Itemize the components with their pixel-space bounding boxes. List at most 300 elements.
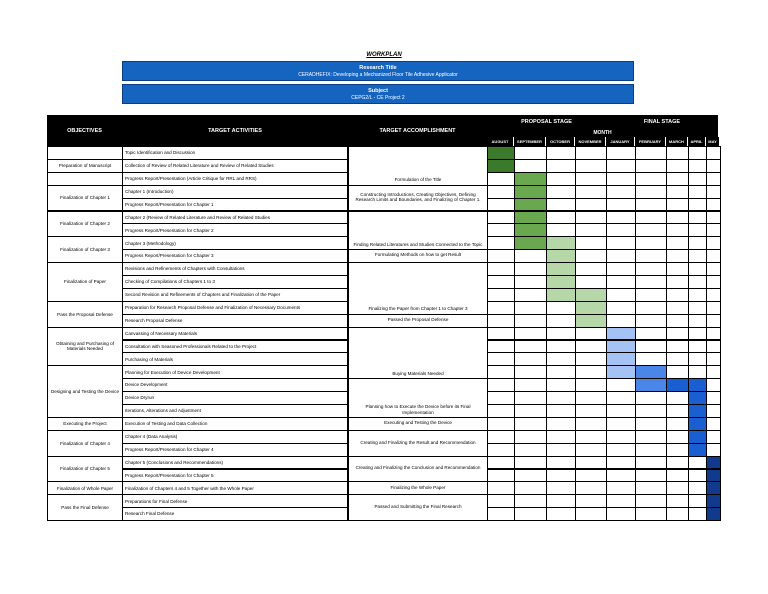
accomplishment-cell: Executing and Testing the Device — [348, 417, 488, 431]
subject-heading: Subject — [368, 88, 388, 94]
gantt-cell — [514, 352, 547, 366]
accomplishment-cell: Buying Materials Needed — [348, 327, 488, 380]
gantt-cell — [514, 301, 547, 315]
gantt-cell — [575, 185, 607, 199]
gantt-bar — [606, 365, 636, 379]
accomplishment-cell: Constructing Introductions, Creating Objectives, Defining Research Limits and Boundaries, and Finalizing of Chapter 1. — [348, 185, 488, 212]
activity-cell: Device Development — [122, 378, 348, 392]
gantt-cell — [546, 456, 576, 470]
gantt-cell — [635, 301, 667, 315]
activity-cell: Chapter 4 (Data Analysis) — [122, 430, 348, 444]
gantt-cell — [487, 340, 515, 354]
gantt-cell — [688, 481, 707, 495]
gantt-cell — [706, 391, 721, 405]
activity-cell: Iterations, Alterations and Adjustment — [122, 404, 348, 418]
activity-cell: Consultation with Seasoned Professionals Related to the Project — [122, 340, 348, 354]
gantt-cell — [706, 288, 721, 302]
accomplishment-cell: Planning how to Execute the Device before its Final Implementation — [348, 378, 488, 418]
gantt-cell — [666, 236, 689, 250]
activity-cell: Planning for Execution of Device Development — [122, 365, 348, 379]
gantt-cell — [606, 469, 636, 483]
gantt-cell — [666, 314, 689, 328]
gantt-cell — [666, 172, 689, 186]
gantt-bar — [635, 378, 667, 392]
proposal-stage-header: PROPOSAL STAGE — [487, 115, 606, 128]
gantt-cell — [487, 249, 515, 263]
gantt-cell — [666, 146, 689, 160]
gantt-cell — [514, 288, 547, 302]
gantt-bar — [706, 507, 721, 521]
activity-cell: Second Revision and Refinements of Chapters and Finalization of the Paper — [122, 288, 348, 302]
gantt-cell — [635, 443, 667, 457]
gantt-cell — [706, 185, 721, 199]
gantt-cell — [575, 159, 607, 173]
gantt-cell — [546, 211, 576, 225]
gantt-cell — [706, 223, 721, 237]
objective-cell: Executing the Project — [47, 417, 123, 431]
gantt-cell — [666, 494, 689, 508]
activity-cell: Preparations for Final Defense — [122, 494, 348, 508]
gantt-cell — [688, 327, 707, 341]
gantt-cell — [688, 223, 707, 237]
gantt-cell — [606, 172, 636, 186]
gantt-cell — [666, 340, 689, 354]
gantt-cell — [487, 391, 515, 405]
accomplishment-cell: Formulation of the Title — [348, 146, 488, 186]
gantt-cell — [688, 352, 707, 366]
month-march: MARCH — [666, 137, 688, 146]
gantt-bar — [575, 288, 607, 302]
gantt-cell — [706, 404, 721, 418]
month-may: MAY — [706, 137, 720, 146]
accomplishment-cell: Creating and Finalizing the Result and Recommendation — [348, 430, 488, 457]
gantt-cell — [688, 146, 707, 160]
gantt-cell — [546, 494, 576, 508]
gantt-cell — [635, 494, 667, 508]
gantt-cell — [606, 417, 636, 431]
gantt-cell — [666, 223, 689, 237]
gantt-cell — [575, 469, 607, 483]
gantt-cell — [487, 378, 515, 392]
gantt-cell — [514, 159, 547, 173]
gantt-bar — [514, 198, 547, 212]
objective-empty-cell — [47, 146, 123, 160]
gantt-cell — [546, 352, 576, 366]
gantt-cell — [487, 185, 515, 199]
gantt-cell — [606, 314, 636, 328]
gantt-cell — [606, 378, 636, 392]
gantt-bar — [487, 146, 515, 160]
gantt-cell — [706, 352, 721, 366]
gantt-cell — [666, 249, 689, 263]
gantt-cell — [514, 340, 547, 354]
activities-header: TARGET ACTIVITIES — [122, 115, 348, 146]
gantt-cell — [706, 275, 721, 289]
accomplishment-cell: Formulating Methods on how to get Result — [348, 249, 488, 263]
gantt-cell — [688, 301, 707, 315]
gantt-cell — [606, 223, 636, 237]
gantt-cell — [546, 314, 576, 328]
gantt-cell — [546, 391, 576, 405]
gantt-cell — [635, 223, 667, 237]
gantt-cell — [487, 443, 515, 457]
gantt-cell — [575, 249, 607, 263]
gantt-cell — [688, 288, 707, 302]
objective-cell: Preparation of Manuscript — [47, 159, 123, 173]
gantt-cell — [606, 507, 636, 521]
activity-cell: Progress Report/Presentation for Chapter 4 — [122, 443, 348, 457]
gantt-cell — [635, 314, 667, 328]
gantt-cell — [514, 456, 547, 470]
gantt-cell — [514, 314, 547, 328]
month-january: JANUARY — [606, 137, 635, 146]
gantt-bar — [688, 417, 707, 431]
gantt-cell — [635, 172, 667, 186]
activity-cell: Topic Identification and Discussion — [122, 146, 348, 160]
gantt-cell — [514, 378, 547, 392]
gantt-cell — [514, 430, 547, 444]
gantt-cell — [706, 172, 721, 186]
gantt-cell — [514, 481, 547, 495]
objective-cell: Obtaining and Purchasing of Materials Needed — [47, 327, 123, 367]
activity-cell: Progress Report/Presentation for Chapter 5 — [122, 469, 348, 483]
activity-cell: Finalization of Chapters 4 and 5 Together with the Whole Paper — [122, 481, 348, 495]
gantt-cell — [514, 391, 547, 405]
gantt-cell — [514, 469, 547, 483]
gantt-bar — [546, 288, 576, 302]
gantt-cell — [487, 404, 515, 418]
gantt-cell — [546, 378, 576, 392]
gantt-cell — [606, 288, 636, 302]
gantt-cell — [706, 443, 721, 457]
research-title-box — [122, 61, 634, 81]
gantt-cell — [666, 391, 689, 405]
objective-cell: Finalization of Chapter 3 — [47, 236, 123, 263]
gantt-cell — [635, 236, 667, 250]
gantt-cell — [575, 275, 607, 289]
gantt-cell — [688, 275, 707, 289]
gantt-cell — [706, 340, 721, 354]
gantt-cell — [606, 185, 636, 199]
objective-cell: Finalization of Chapter 4 — [47, 430, 123, 457]
gantt-cell — [514, 494, 547, 508]
month-september: SEPTEMBER — [514, 137, 546, 146]
accomplishment-cell: Creating and Finalizing the Conclusion and Recommendation — [348, 456, 488, 483]
gantt-cell — [606, 275, 636, 289]
accomplishment-cell: Passed and Submitting the Final Research — [348, 494, 488, 521]
gantt-cell — [666, 417, 689, 431]
gantt-cell — [666, 404, 689, 418]
gantt-cell — [606, 236, 636, 250]
activity-cell: Checking of Compilations of Chapters 1 to 3 — [122, 275, 348, 289]
gantt-cell — [688, 314, 707, 328]
gantt-cell — [546, 340, 576, 354]
gantt-cell — [666, 301, 689, 315]
gantt-bar — [546, 236, 576, 250]
gantt-cell — [487, 301, 515, 315]
objective-cell: Finalization of Chapter 5 — [47, 456, 123, 483]
gantt-cell — [688, 262, 707, 276]
activity-cell: Execution of Testing and Data Collection — [122, 417, 348, 431]
gantt-cell — [606, 481, 636, 495]
gantt-cell — [688, 494, 707, 508]
objective-empty-cell — [47, 172, 123, 186]
month-august: AUGUST — [487, 137, 514, 146]
gantt-cell — [606, 404, 636, 418]
gantt-bar — [487, 159, 515, 173]
gantt-cell — [666, 469, 689, 483]
gantt-cell — [635, 275, 667, 289]
gantt-cell — [575, 365, 607, 379]
activity-cell: Progress Report/Presentation (Article Critique for RRL and RRS) — [122, 172, 348, 186]
gantt-cell — [688, 456, 707, 470]
gantt-cell — [706, 365, 721, 379]
gantt-cell — [514, 327, 547, 341]
gantt-cell — [546, 404, 576, 418]
gantt-bar — [706, 456, 721, 470]
month-april: APRIL — [688, 137, 706, 146]
gantt-cell — [514, 507, 547, 521]
gantt-cell — [575, 481, 607, 495]
gantt-cell — [514, 443, 547, 457]
gantt-cell — [514, 275, 547, 289]
objective-cell: Pass the Final Defense — [47, 494, 123, 521]
gantt-cell — [575, 507, 607, 521]
gantt-cell — [688, 469, 707, 483]
gantt-cell — [706, 249, 721, 263]
accomplishment-cell: Finalizing the Paper from Chapter 1 to Chapter 3 — [348, 262, 488, 315]
gantt-cell — [606, 211, 636, 225]
gantt-cell — [635, 430, 667, 444]
gantt-bar — [606, 327, 636, 341]
gantt-bar — [606, 352, 636, 366]
gantt-cell — [688, 211, 707, 225]
gantt-cell — [606, 456, 636, 470]
activity-cell: Revisions and Refinements of Chapters with Consultations — [122, 262, 348, 276]
gantt-cell — [487, 198, 515, 212]
activity-cell: Research Final Defense — [122, 507, 348, 521]
gantt-cell — [487, 262, 515, 276]
activity-cell: Chapter 5 (Conclusions and Recommendations) — [122, 456, 348, 470]
gantt-cell — [666, 185, 689, 199]
gantt-bar — [575, 301, 607, 315]
gantt-cell — [666, 159, 689, 173]
gantt-cell — [575, 146, 607, 160]
gantt-cell — [546, 198, 576, 212]
gantt-cell — [575, 340, 607, 354]
gantt-cell — [706, 262, 721, 276]
gantt-bar — [546, 275, 576, 289]
month-november: NOVEMBER — [575, 137, 606, 146]
gantt-cell — [487, 494, 515, 508]
gantt-cell — [575, 352, 607, 366]
gantt-cell — [546, 159, 576, 173]
gantt-cell — [546, 443, 576, 457]
activity-cell: Preparation for Research Proposal Defense and Finalization of Necessary Documents — [122, 301, 348, 315]
gantt-cell — [487, 365, 515, 379]
gantt-cell — [575, 262, 607, 276]
gantt-cell — [606, 159, 636, 173]
gantt-cell — [635, 340, 667, 354]
gantt-cell — [575, 391, 607, 405]
gantt-cell — [706, 327, 721, 341]
gantt-cell — [688, 172, 707, 186]
gantt-bar — [706, 469, 721, 483]
activity-cell: Chapter 1 (Introduction) — [122, 185, 348, 199]
objective-cell: Finalization of Whole Paper — [47, 481, 123, 495]
gantt-cell — [575, 198, 607, 212]
gantt-cell — [666, 198, 689, 212]
gantt-cell — [514, 249, 547, 263]
gantt-cell — [487, 211, 515, 225]
gantt-cell — [635, 198, 667, 212]
gantt-cell — [635, 185, 667, 199]
gantt-cell — [706, 146, 721, 160]
activity-cell: Purchasing of Materials — [122, 352, 348, 366]
gantt-bar — [635, 365, 667, 379]
gantt-bar — [688, 430, 707, 444]
gantt-cell — [487, 236, 515, 250]
gantt-bar — [546, 262, 576, 276]
gantt-cell — [635, 211, 667, 225]
gantt-cell — [487, 314, 515, 328]
gantt-cell — [514, 262, 547, 276]
gantt-cell — [666, 327, 689, 341]
gantt-cell — [546, 469, 576, 483]
gantt-cell — [688, 507, 707, 521]
gantt-cell — [666, 443, 689, 457]
month-february: FEBRUARY — [635, 137, 666, 146]
gantt-cell — [575, 236, 607, 250]
gantt-cell — [575, 494, 607, 508]
gantt-cell — [487, 223, 515, 237]
accomplishment-cell: Finalizing the Whole Paper — [348, 481, 488, 495]
gantt-cell — [635, 456, 667, 470]
gantt-cell — [706, 301, 721, 315]
gantt-cell — [706, 430, 721, 444]
activity-cell: Device Dryrun — [122, 391, 348, 405]
gantt-cell — [487, 430, 515, 444]
gantt-cell — [635, 146, 667, 160]
gantt-cell — [487, 275, 515, 289]
gantt-cell — [635, 327, 667, 341]
gantt-cell — [706, 314, 721, 328]
research-title-heading: Research Title — [359, 65, 397, 71]
gantt-cell — [606, 391, 636, 405]
gantt-cell — [688, 159, 707, 173]
gantt-bar — [514, 172, 547, 186]
accomplishment-header: TARGET ACCOMPLISHMENT — [348, 115, 487, 146]
gantt-bar — [546, 249, 576, 263]
gantt-cell — [666, 262, 689, 276]
gantt-cell — [546, 223, 576, 237]
objective-cell: Pass the Proposal Defense — [47, 301, 123, 328]
gantt-cell — [606, 262, 636, 276]
activity-cell: Progress Report/Presentation for Chapter 2 — [122, 223, 348, 237]
month-october: OCTOBER — [546, 137, 575, 146]
gantt-cell — [487, 288, 515, 302]
gantt-cell — [606, 443, 636, 457]
gantt-cell — [688, 236, 707, 250]
gantt-cell — [635, 417, 667, 431]
gantt-bar — [688, 391, 707, 405]
subject-box — [122, 84, 634, 104]
research-title-value: CERADHEFIX: Developing a Mechanized Floor Tile Adhesive Applicator — [298, 72, 458, 78]
gantt-cell — [546, 507, 576, 521]
gantt-cell — [575, 430, 607, 444]
gantt-bar — [706, 494, 721, 508]
gantt-cell — [666, 352, 689, 366]
gantt-bar — [706, 481, 721, 495]
gantt-cell — [666, 275, 689, 289]
gantt-cell — [487, 352, 515, 366]
subject-value: CEPG2/L - CE Project 2 — [351, 95, 405, 101]
gantt-cell — [635, 159, 667, 173]
gantt-cell — [688, 249, 707, 263]
gantt-cell — [546, 417, 576, 431]
gantt-cell — [635, 288, 667, 302]
gantt-cell — [575, 211, 607, 225]
gantt-cell — [706, 198, 721, 212]
gantt-bar — [514, 223, 547, 237]
gantt-cell — [487, 507, 515, 521]
gantt-cell — [706, 417, 721, 431]
gantt-cell — [514, 146, 547, 160]
gantt-cell — [606, 301, 636, 315]
objective-cell: Finalization of Chapter 1 — [47, 185, 123, 212]
gantt-cell — [546, 327, 576, 341]
gantt-cell — [575, 404, 607, 418]
gantt-cell — [546, 430, 576, 444]
gantt-cell — [575, 456, 607, 470]
gantt-cell — [706, 211, 721, 225]
month-header: MONTH — [487, 128, 718, 137]
accomplishment-cell: Finding Related Literatures and Studies Connected to the Topic — [348, 211, 488, 251]
gantt-bar — [688, 404, 707, 418]
objective-cell: Designing and Testing the Device — [47, 365, 123, 418]
gantt-cell — [487, 172, 515, 186]
accomplishment-cell: Passed the Proposal Defense — [348, 314, 488, 328]
gantt-cell — [606, 430, 636, 444]
gantt-cell — [546, 172, 576, 186]
gantt-bar — [688, 443, 707, 457]
gantt-cell — [546, 146, 576, 160]
gantt-cell — [606, 494, 636, 508]
gantt-cell — [688, 185, 707, 199]
gantt-cell — [575, 417, 607, 431]
gantt-cell — [514, 365, 547, 379]
gantt-cell — [514, 417, 547, 431]
gantt-cell — [666, 430, 689, 444]
gantt-cell — [635, 352, 667, 366]
gantt-cell — [575, 443, 607, 457]
activity-cell: Progress Report/Presentation for Chapter 3 — [122, 249, 348, 263]
gantt-cell — [487, 481, 515, 495]
gantt-cell — [487, 456, 515, 470]
gantt-cell — [575, 327, 607, 341]
gantt-cell — [487, 469, 515, 483]
gantt-bar — [514, 211, 547, 225]
gantt-cell — [635, 469, 667, 483]
gantt-cell — [635, 249, 667, 263]
gantt-cell — [546, 481, 576, 495]
activity-cell: Chapter 3 (Methodology) — [122, 236, 348, 250]
gantt-cell — [666, 365, 689, 379]
gantt-cell — [487, 417, 515, 431]
gantt-bar — [575, 314, 607, 328]
gantt-cell — [546, 301, 576, 315]
gantt-bar — [514, 236, 547, 250]
